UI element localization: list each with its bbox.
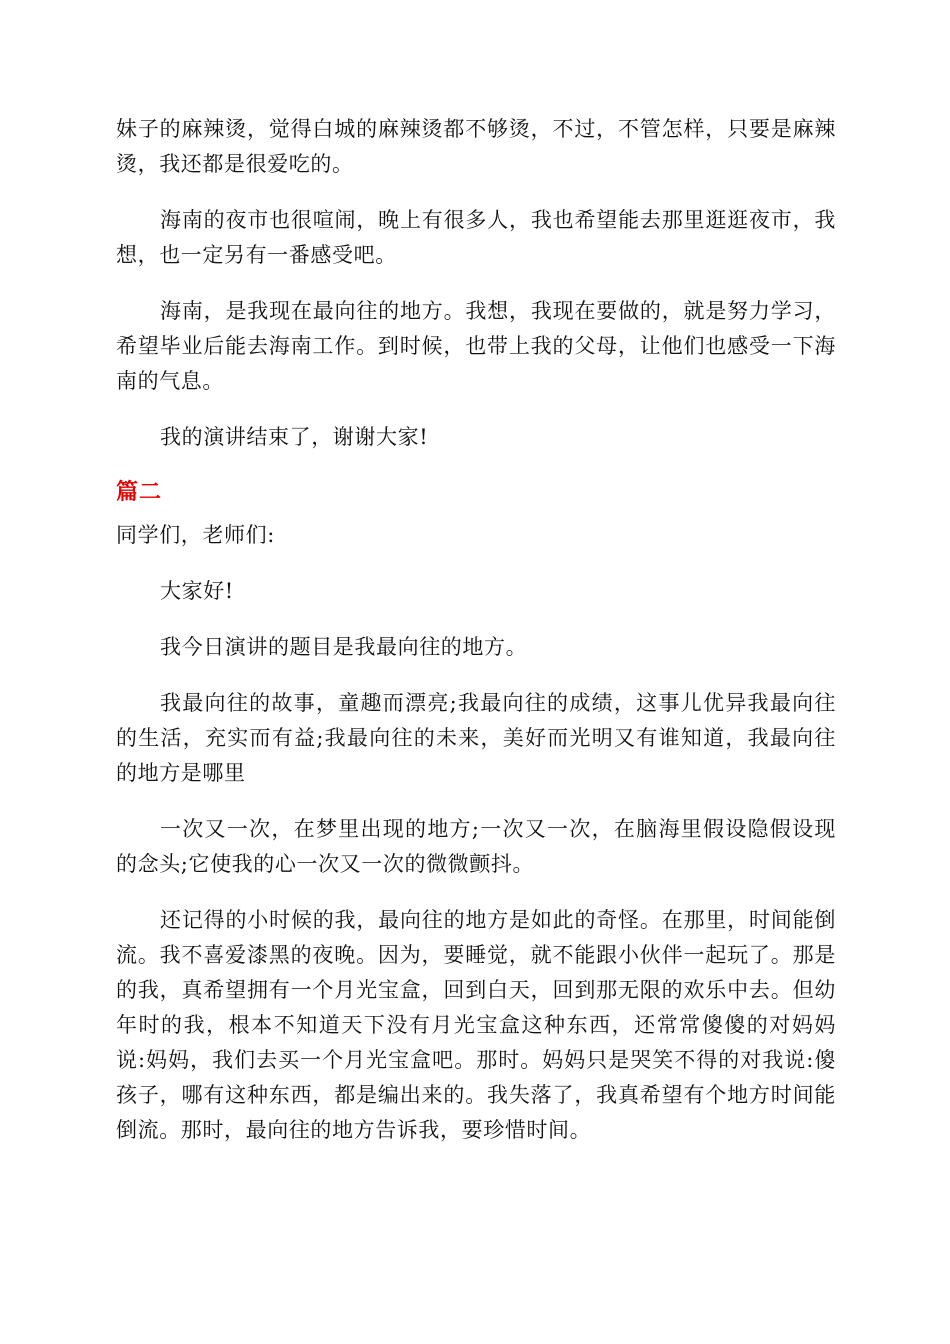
section-heading: 篇二 [116,480,163,505]
paragraph-dream-place: 一次又一次，在梦里出现的地方;一次又一次，在脑海里假设隐假设现的念头;它使我的心一次又一次的微微颤抖。 [116,817,836,876]
paragraph-childhood: 还记得的小时候的我，最向往的地方是如此的奇怪。在那里，时间能倒流。我不喜爱漆黑的夜晚。因为，要睡觉，就不能跟小伙伴一起玩了。那是的我，真希望拥有一个月光宝盒，回到白天，回到那无限的欢乐中去。但幼年时的我，根本不知道天下没有月光宝盒这种东西，还常常傻傻的对妈妈说:妈妈，我们去买一个月光宝盒吧。那时。妈妈只是哭笑不得的对我说:傻孩子，哪有这种东西，都是编出来的。我失落了，我真希望有个地方时间能倒流。那时，最向往的地方告诉我，要珍惜时间。 [116,908,836,1142]
paragraph-greeting: 大家好! [160,579,234,603]
paragraph-speech-end: 我的演讲结束了，谢谢大家! [160,425,429,449]
paragraph-night-market: 海南的夜市也很喧闹，晚上有很多人，我也希望能去那里逛逛夜市，我想，也一定另有一番感受吧。 [116,208,836,267]
paragraph-continuation: 妹子的麻辣烫，觉得白城的麻辣烫都不够烫，不过，不管怎样，只要是麻辣烫，我还都是很爱吃的。 [116,117,836,176]
paragraph-salutation: 同学们，老师们: [116,523,275,547]
document-body [116,112,836,1169]
paragraph-longing: 我最向往的故事，童趣而漂亮;我最向往的成绩，这事儿优异我最向往的生活，充实而有益;我最向往的未来，美好而光明又有谁知道，我最向往的地方是哪里 [116,691,836,785]
paragraph-hainan-dream: 海南，是我现在最向往的地方。我想，我现在要做的，就是努力学习，希望毕业后能去海南工作。到时候，也带上我的父母，让他们也感受一下海南的气息。 [116,299,836,393]
paragraph-topic: 我今日演讲的题目是我最向往的地方。 [160,635,528,659]
